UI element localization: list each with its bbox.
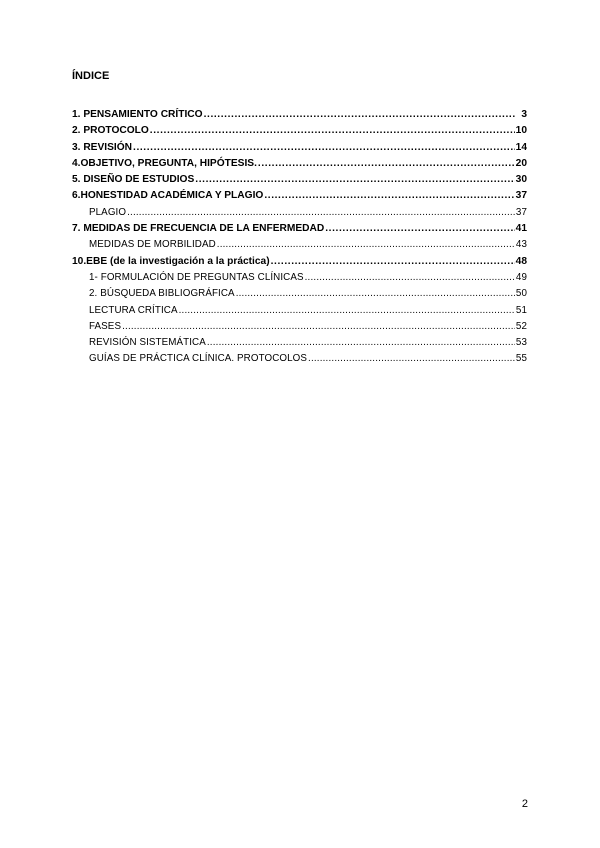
toc-entry-label: PLAGIO [89,206,127,218]
toc-entry-label: 2. BÚSQUEDA BIBLIOGRÁFICA [89,288,235,300]
toc-entry-label: 3. REVISIÓN [72,141,133,153]
toc-subentry[interactable] [72,353,527,369]
toc-entry[interactable] [72,158,527,174]
toc-subentry[interactable] [72,305,527,321]
toc-entry-page: 30 [515,174,527,186]
toc-entry-label: 7. MEDIDAS DE FRECUENCIA DE LA ENFERMEDAD [72,223,325,235]
toc-entry[interactable] [72,174,527,190]
toc-leader-dots [264,190,514,201]
table-of-contents [72,109,527,370]
toc-entry-label: 1- FORMULACIÓN DE PREGUNTAS CLÍNICAS [89,271,304,283]
toc-entry-label: 5. DISEÑO DE ESTUDIOS [72,174,195,186]
toc-entry[interactable] [72,256,527,272]
toc-entry-page: 53 [515,337,527,349]
toc-leader-dots [133,142,515,153]
toc-title: ÍNDICE [72,70,110,82]
toc-entry-page: 41 [515,223,527,235]
toc-subentry[interactable] [72,337,527,353]
toc-entry-page: 49 [515,271,527,283]
toc-entry-page: 3 [521,109,527,120]
toc-entry-label: 2. PROTOCOLO [72,125,149,137]
toc-entry-label: 4.OBJETIVO, PREGUNTA, HIPÓTESIS. [72,157,257,169]
toc-leader-dots [258,158,515,169]
toc-entry[interactable] [72,142,527,158]
toc-entry-page: 37 [515,206,527,218]
toc-leader-dots [217,239,515,250]
toc-leader-dots [195,174,514,185]
toc-leader-dots [127,207,515,218]
toc-leader-dots [271,256,515,267]
toc-entry-page: 48 [515,255,527,267]
toc-entry-page: 55 [515,353,527,365]
toc-entry-label: 1. PENSAMIENTO CRÍTICO [72,109,203,120]
toc-entry[interactable] [72,190,527,206]
toc-subentry[interactable] [72,207,527,223]
toc-entry-label: 6.HONESTIDAD ACADÉMICA Y PLAGIO [72,190,264,202]
toc-leader-dots [325,223,514,234]
toc-entry-page: 43 [515,239,527,251]
toc-leader-dots [122,321,515,332]
toc-subentry[interactable] [72,321,527,337]
toc-entry-page: 37 [515,190,527,202]
toc-entry-page: 51 [515,304,527,316]
toc-subentry[interactable] [72,272,527,288]
toc-entry-label: GUÍAS DE PRÁCTICA CLÍNICA. PROTOCOLOS [89,353,308,365]
toc-subentry[interactable] [72,288,527,304]
toc-entry-page: 20 [515,157,527,169]
toc-leader-dots [305,272,515,283]
toc-entry-label: 10.EBE (de la investigación a la práctica) [72,255,270,267]
toc-leader-dots [204,109,516,120]
toc-leader-dots [150,125,515,136]
toc-entry-page: 10 [515,125,527,137]
page-number: 2 [521,798,528,810]
toc-entry-page: 52 [515,320,527,332]
toc-leader-dots [236,288,515,299]
toc-entry[interactable] [72,109,527,125]
toc-entry-label: REVISIÓN SISTEMÁTICA [89,337,206,349]
toc-leader-dots [179,305,515,316]
toc-entry-page: 14 [515,141,527,153]
toc-leader-dots [207,337,515,348]
toc-subentry[interactable] [72,239,527,255]
toc-entry-label: FASES [89,320,122,332]
toc-entry-page: 50 [515,288,527,300]
toc-entry[interactable] [72,125,527,141]
toc-leader-dots [308,353,515,364]
toc-entry-label: LECTURA CRÍTICA [89,304,178,316]
toc-entry-label: MEDIDAS DE MORBILIDAD [89,239,216,251]
toc-entry[interactable] [72,223,527,239]
